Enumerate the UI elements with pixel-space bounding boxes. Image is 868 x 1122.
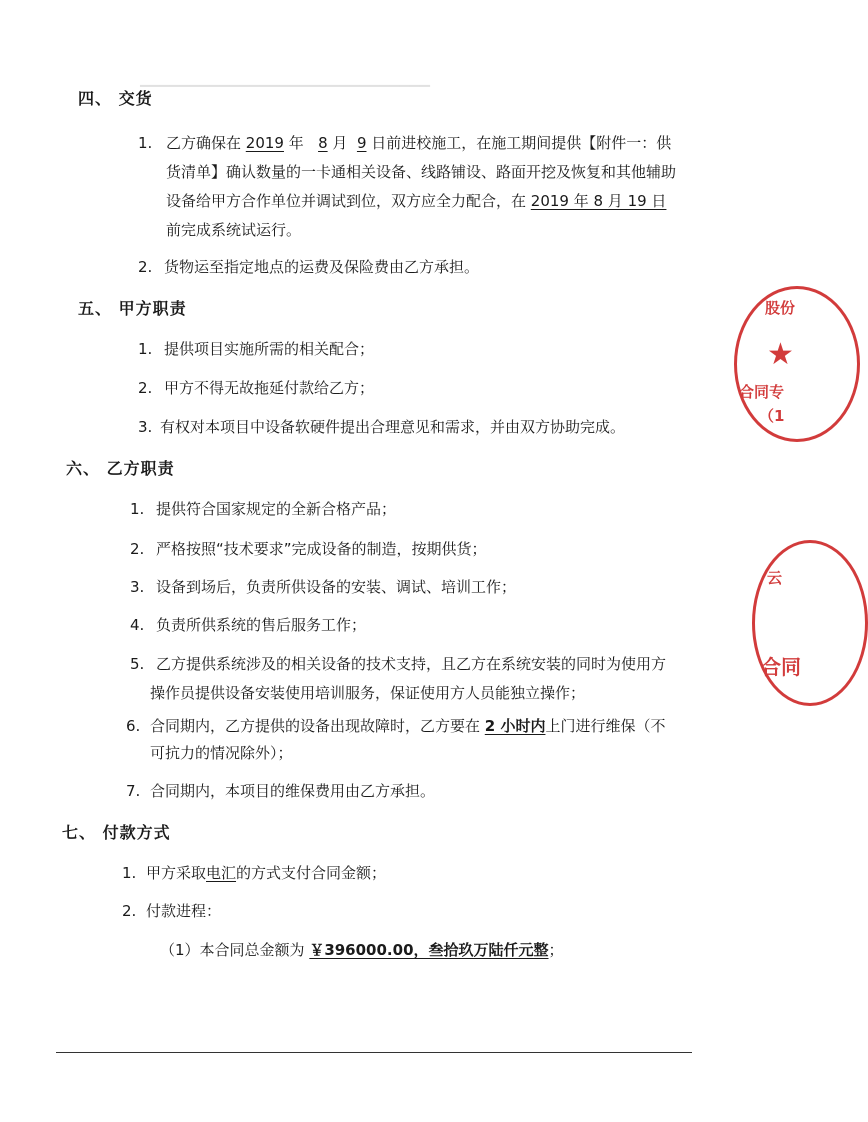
list-number: 2. <box>138 379 153 397</box>
list-item-text: 有权对本项目中设备软硬件提出合理意见和需求，并由双方协助完成。 <box>160 418 626 436</box>
seal-text: 合同专 <box>739 383 785 401</box>
list-number: 2. <box>138 258 153 276</box>
list-item-text: 乙方提供系统涉及的相关设备的技术支持，且乙方在系统安装的同时为使用方 <box>156 655 667 673</box>
list-item-text: 前完成系统试运行。 <box>166 221 302 239</box>
list-number: 2. <box>130 540 145 558</box>
list-number: 1. <box>138 134 153 152</box>
list-item-text: 操作员提供设备安装使用培训服务，保证使用方人员能独立操作； <box>150 684 586 702</box>
section-heading: 六、 乙方职责 <box>66 459 175 478</box>
list-number: 6. <box>126 717 141 735</box>
section-heading: 七、 付款方式 <box>62 823 171 842</box>
list-item-text: 合同期内，乙方提供的设备出现故障时，乙方要在 2 小时内上门进行维保（不 <box>150 717 666 735</box>
list-item-text: 付款进程： <box>146 902 222 920</box>
contract-amount-line: （1）本合同总金额为 ￥396000.00，叁拾玖万陆仟元整； <box>160 941 564 959</box>
seal-star-icon: ★ <box>767 337 794 372</box>
date-day: 9 <box>356 134 367 152</box>
list-item-text: 合同期内，本项目的维保费用由乙方承担。 <box>150 782 436 800</box>
seal-text: （1 <box>759 407 785 425</box>
list-item-text: 提供项目实施所需的相关配合； <box>164 340 375 358</box>
list-item-text: 甲方不得无故拖延付款给乙方； <box>164 379 375 397</box>
list-number: 1. <box>138 340 153 358</box>
list-item-text: 可抗力的情况除外）； <box>150 744 293 762</box>
response-time: 2 小时内 <box>484 717 546 735</box>
list-number: 1. <box>122 864 137 882</box>
list-number: 3. <box>130 578 145 596</box>
section-heading: 五、 甲方职责 <box>78 299 187 318</box>
list-item-text: 甲方采取电汇的方式支付合同金额； <box>146 864 387 882</box>
seal-text: 云 <box>767 569 783 587</box>
list-item-text: 负责所供系统的售后服务工作； <box>156 616 367 634</box>
list-number: 5. <box>130 655 145 673</box>
seal-text: 合同 <box>761 655 801 679</box>
bleed-through-text: ▔▔▔▔▔▔▔▔▔▔▔▔▔▔▔▔▔▔▔▔▔▔▔▔▔▔▔▔▔ <box>140 86 430 101</box>
list-number: 1. <box>130 500 145 518</box>
date-month: 8 <box>318 134 328 152</box>
date-year: 2019 <box>245 134 284 152</box>
section-heading: 四、 交货 <box>78 89 153 108</box>
company-seal-top <box>734 286 860 442</box>
list-number: 4. <box>130 616 145 634</box>
list-number: 7. <box>126 782 141 800</box>
completion-date: 2019 年 8 月 19 日 <box>530 192 667 210</box>
list-number: 3. <box>138 418 153 436</box>
footer-divider <box>56 1052 692 1053</box>
list-item-text: 货物运至指定地点的运费及保险费由乙方承担。 <box>164 258 480 276</box>
list-item-text: 设备到场后，负责所供设备的安装、调试、培训工作； <box>156 578 517 596</box>
payment-method: 电汇 <box>206 864 237 882</box>
contract-amount: ￥396000.00，叁拾玖万陆仟元整 <box>309 941 549 959</box>
list-item-text: 货清单】确认数量的一卡通相关设备、线路铺设、路面开挖及恢复和其他辅助 <box>166 163 677 181</box>
list-item-text: 乙方确保在 2019 年 8 月 9 日前进校施工，在施工期间提供【附件一：供 <box>166 134 672 152</box>
company-seal-bottom <box>752 540 868 706</box>
list-item-text: 严格按照“技术要求”完成设备的制造，按期供货； <box>156 540 487 558</box>
list-number: 2. <box>122 902 137 920</box>
seal-text: 股份 <box>765 299 796 317</box>
list-item-text: 提供符合国家规定的全新合格产品； <box>156 500 397 518</box>
list-item-text: 设备给甲方合作单位并调试到位，双方应全力配合，在 2019 年 8 月 19 日 <box>166 192 667 210</box>
